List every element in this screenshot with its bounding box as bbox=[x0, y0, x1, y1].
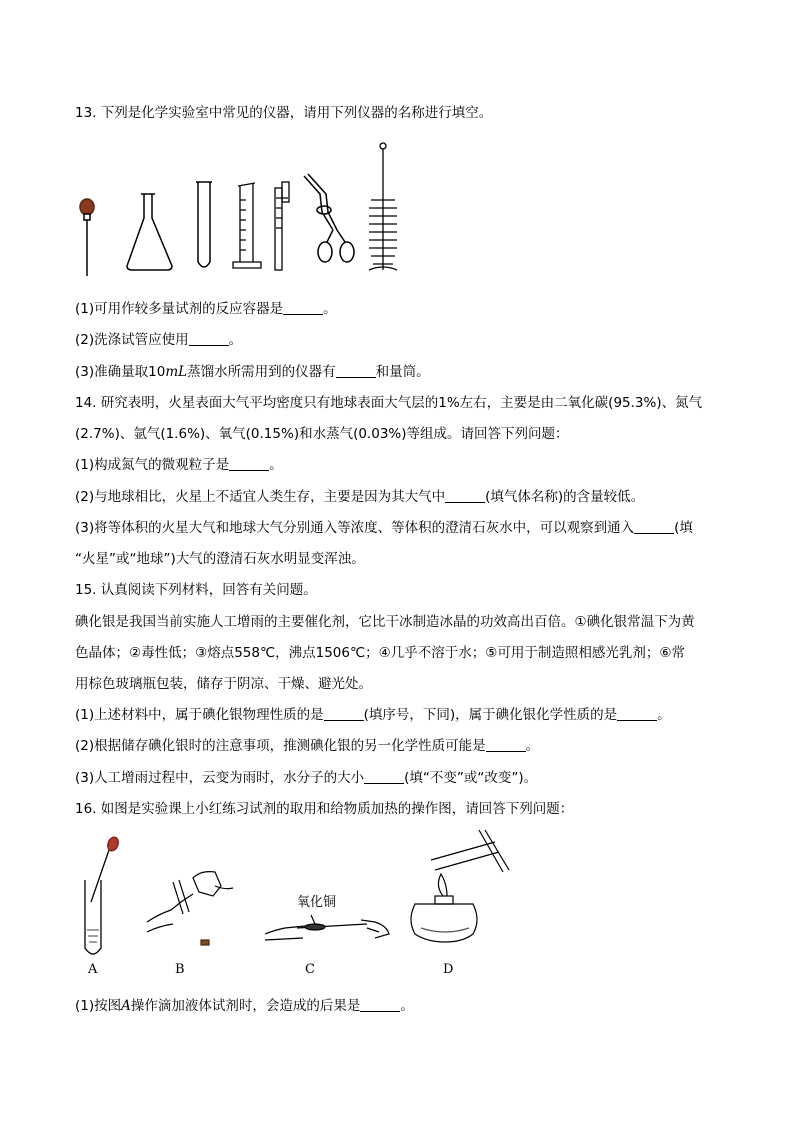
figure-c-spatula-icon bbox=[265, 915, 389, 940]
graduated-cylinder-icon bbox=[233, 183, 261, 268]
q14-sub2: (2)与地球相比，火星上不适宜人类生存，主要是因为其大气中 (填气体名称)的含量较低。 bbox=[75, 489, 645, 505]
q13-apparatus-figure bbox=[75, 138, 415, 280]
answer-blank[interactable] bbox=[634, 519, 674, 534]
q14-stem-line2: (2.7%)、氩气(1.6%)、氧气(0.15%)和水蒸气(0.03%)等组成。请回答下列问题： bbox=[75, 426, 569, 442]
q15-stem: 15. 认真阅读下列材料，回答有关问题。 bbox=[75, 582, 317, 598]
q14-sub3: (3)将等体积的火星大气和地球大气分别通入等浓度、等体积的澄清石灰水中，可以观察到通入 (填 bbox=[75, 520, 693, 536]
conical-flask-icon bbox=[127, 194, 172, 270]
figure-label-d: D bbox=[443, 962, 454, 977]
q14-sub3-cont: “火星”或“地球”)大气的澄清石灰水明显变浑浊。 bbox=[75, 551, 365, 567]
answer-blank[interactable] bbox=[229, 456, 269, 471]
answer-blank[interactable] bbox=[189, 331, 229, 346]
q15-sub2: (2)根据储存碘化银时的注意事项，推测碘化银的另一化学性质可能是 。 bbox=[75, 738, 540, 754]
crucible-tongs-icon bbox=[304, 174, 354, 262]
test-tube-holder-icon bbox=[275, 182, 289, 270]
answer-blank[interactable] bbox=[445, 488, 485, 503]
q15-material-line2: 色晶体；②毒性低；③熔点558℃，沸点1506℃；④几乎不溶于水；⑤可用于制造照相感光乳剂；⑥常 bbox=[75, 645, 685, 661]
answer-blank[interactable] bbox=[324, 706, 364, 721]
q14-stem-line1: 14. 研究表明，火星表面大气平均密度只有地球表面大气层的1%左右，主要是由二氧化碳(95.3%)、氮气 bbox=[75, 395, 703, 411]
q15-material-line3: 用棕色玻璃瓶包装，储存于阴凉、干燥、避光处。 bbox=[75, 676, 372, 692]
dropper-icon bbox=[80, 199, 94, 276]
test-tube-brush-icon bbox=[369, 143, 397, 270]
figure-label-a: A bbox=[88, 962, 98, 977]
figure-a-dropper-in-tube-icon bbox=[85, 836, 120, 954]
answer-blank[interactable] bbox=[360, 997, 400, 1012]
q16-sub1: (1)按图A操作滴加液体试剂时，会造成的后果是 。 bbox=[75, 998, 414, 1014]
q14-sub1: (1)构成氮气的微观粒子是 。 bbox=[75, 457, 283, 473]
test-tube-icon bbox=[196, 182, 212, 267]
q13-sub2: (2)洗涤试管应使用 。 bbox=[75, 332, 243, 348]
answer-blank[interactable] bbox=[486, 737, 526, 752]
q15-sub3: (3)人工增雨过程中，云变为雨时，水分子的大小 (填“不变”或“改变”)。 bbox=[75, 770, 538, 786]
figure-d-heating-tube-icon bbox=[411, 830, 509, 942]
answer-blank[interactable] bbox=[617, 706, 657, 721]
q16-operations-figure bbox=[75, 830, 535, 960]
answer-blank[interactable] bbox=[364, 769, 404, 784]
answer-blank[interactable] bbox=[336, 363, 376, 378]
q13-sub1: (1)可用作较多量试剂的反应容器是 。 bbox=[75, 301, 337, 317]
figure-label-c: C bbox=[305, 962, 315, 977]
q13-sub3: (3)准确量取10mL蒸馏水所需用到的仪器有 和量筒。 bbox=[75, 364, 430, 380]
figure-b-pouring-solid-icon bbox=[147, 872, 233, 945]
q15-material-line1: 碘化银是我国当前实施人工增雨的主要催化剂，它比干冰制造冰晶的功效高出百倍。①碘化银常温下为黄 bbox=[75, 614, 695, 630]
q16-stem: 16. 如图是实验课上小红练习试剂的取用和给物质加热的操作图，请回答下列问题： bbox=[75, 801, 574, 817]
q13-stem: 13. 下列是化学实验室中常见的仪器，请用下列仪器的名称进行填空。 bbox=[75, 105, 493, 121]
answer-blank[interactable] bbox=[283, 300, 323, 315]
figure-label-b: B bbox=[175, 962, 185, 977]
q15-sub1: (1)上述材料中，属于碘化银物理性质的是 (填序号，下同)，属于碘化银化学性质的是 。 bbox=[75, 707, 671, 723]
figure-c-label-copper-oxide: 氧化铜 bbox=[297, 895, 337, 910]
